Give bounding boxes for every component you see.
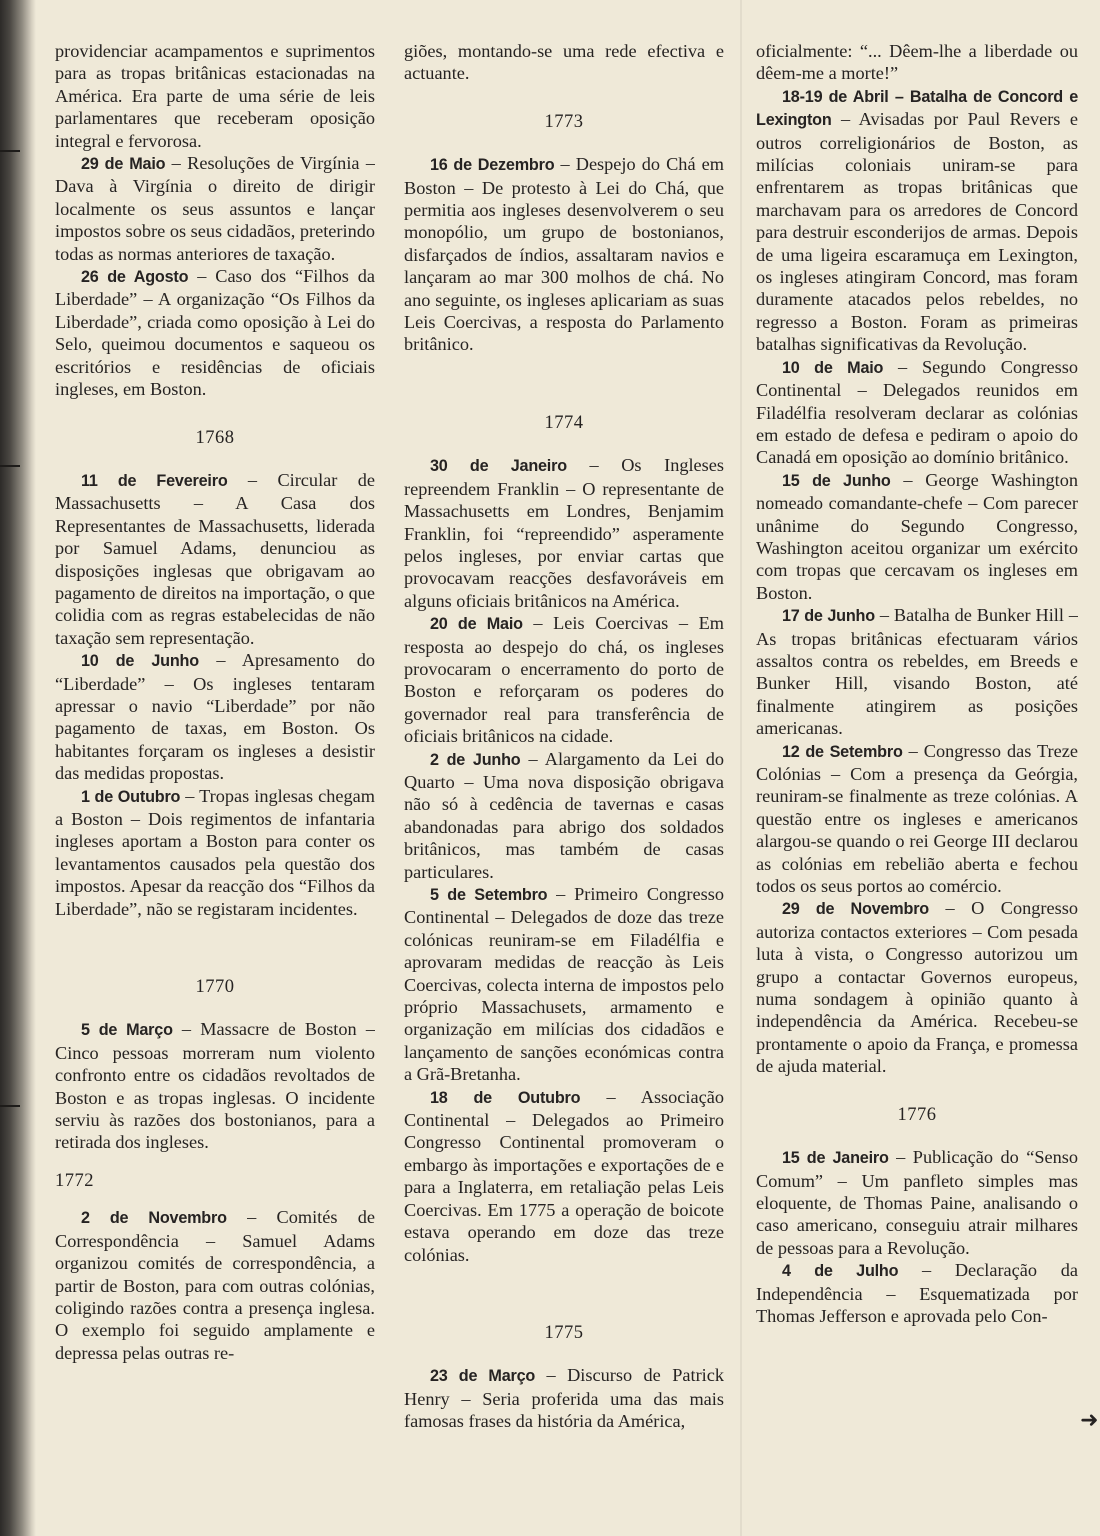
- entry-text: – Despejo do Chá em Boston – De protesto à Lei do Chá, que permitia aos ingleses desenvolverem o seu monopólio, um grupo de bostonianos, disfarçados de índios, assaltaram navios e lançaram ao mar 300 molhos de chá. No ano seguinte, os ingleses aplicariam as suas Leis Coercivas, a resposta do Parlamento britânico.: [404, 154, 724, 355]
- entry-date: 16 de Dezembro: [430, 156, 555, 175]
- year-heading: 1776: [897, 1104, 937, 1125]
- entry-date: 1 de Outubro: [81, 787, 181, 806]
- entry-text: – Primeiro Congresso Continental – Delegados de doze das treze colónicas reuniram-se em Filadélfia e aprovaram medidas de reacção às Leis Coercivas, colecta interna de impostos pelo próprio Massachusets, armamento e organização em milícias dos cidadãos e lançamento de sanções económicas contra a Grã-Bretanha.: [404, 884, 724, 1085]
- entry-date: 2 de Junho: [430, 750, 521, 769]
- entry-date: 5 de Setembro: [430, 886, 548, 904]
- timeline-entry: [404, 1086, 724, 1266]
- entry-text: – Apresamento do “Liberdade” – Os ingleses tentaram apressar o navio “Liberdade” por não pagamento de taxas, em Boston. Os habitantes forçaram os ingleses a desistir das medidas propostas.: [55, 650, 375, 784]
- entry-date: 5 de Março: [81, 1021, 173, 1040]
- entry-date: 18-19 de Abril – Batalha de Concord e Lexington: [756, 87, 1078, 130]
- timeline-entry: [55, 469, 375, 649]
- entry-text: – Resoluções de Virgínia – Dava à Virgínia o direito de dirigir localmente os seus assuntos e lançar impostos sobre os seus cidadãos, preterindo todas as normas anteriores de taxação.: [55, 153, 375, 264]
- timeline-entry: [55, 785, 375, 920]
- timeline-entry: [756, 604, 1078, 739]
- entry-date: 26 de Agosto: [81, 268, 189, 287]
- entry-date: 30 de Janeiro: [430, 457, 567, 476]
- column-1: [55, 40, 375, 1446]
- timeline-entry: [756, 897, 1078, 1077]
- entry-date: 12 de Setembro: [782, 742, 903, 761]
- continue-arrow-icon: ➜: [1080, 1408, 1099, 1433]
- timeline-entry: [756, 469, 1078, 604]
- margin-mark: [0, 150, 20, 152]
- entry-date: 2 de Novembro: [81, 1209, 227, 1228]
- entry-text: – Avisadas por Paul Revers e outros correligionários de Boston, as milícias coloniais uniram-se para enfrentarem as tropas britânicas que marchavam para os arredores de Concord para destruir esconderijos de armas. Depois de uma ligeira escaramuça em Lexington, os ingleses atingiram Concord, mas foram duramente atacados pelos rebeldes, no regresso a Boston. Foram as primeiras batalhas significativas da Revolução.: [756, 109, 1078, 355]
- entry-date: 15 de Junho: [782, 471, 891, 490]
- entry-text: – Congresso das Treze Colónias – Com a presença da Geórgia, reuniram-se finalmente as treze colónias. A questão entre os ingleses e americanos alargou-se quando o rei George III declarou as colónias em rebelião aberta e fechou todos os seus portos ao comércio.: [756, 740, 1078, 897]
- timeline-entry: [756, 1146, 1078, 1259]
- entry-text: – Publicação do “Senso Comum” – Um panfleto simples mas eloquente, de Thomas Paine, analisando o caso americano, conseguiu atrair milhares de pessoas para a Revolução.: [756, 1147, 1078, 1258]
- entry-text: – Tropas inglesas chegam a Boston – Dois regimentos de infantaria ingleses aportam a Boston para conter os levantamentos causados pela questão dos impostos. Apesar da reacção dos “Filhos da Liberdade”, não se registaram incidentes.: [55, 785, 375, 919]
- timeline-entry: [55, 265, 375, 400]
- timeline-entry: [55, 152, 375, 265]
- entry-text: – Associação Continental – Delegados ao Primeiro Congresso Continental promoveram o embargo às importações e exportações de e para a Inglaterra, em retaliação pelas Leis Coercivas. Em 1775 a operação de boicote estava operando em doze das treze colónias.: [404, 1086, 724, 1265]
- column-3: [756, 40, 1078, 1446]
- entry-text: – Segundo Congresso Continental – Delegados reunidos em Filadélfia resolveram declarar as colónias em estado de defesa e pediram o apoio do Canadá em oposição ao domínio britânico.: [756, 356, 1078, 468]
- entry-date: 4 de Julho: [782, 1262, 899, 1281]
- entry-text: – Caso dos “Filhos da Liberdade” – A organização “Os Filhos da Liberdade”, criada como oposição à Lei do Selo, queimou documentos e saqueou os escritórios e residências de oficiais ingleses, em Boston.: [55, 266, 375, 400]
- timeline-entry: [55, 649, 375, 784]
- entry-date: 18 de Outubro: [430, 1088, 581, 1107]
- entry-text: – Alargamento da Lei do Quarto – Uma nova disposição obrigava não só à cedência de tavernas e casas abandonadas para abrigo dos soldados britânicos, mas também de casas particulares.: [404, 748, 724, 882]
- entry-date: 29 de Novembro: [782, 900, 929, 919]
- timeline-entry: [404, 454, 724, 612]
- year-heading: 1768: [195, 427, 235, 448]
- entry-text: – Batalha de Bunker Hill – As tropas britânicas efectuaram vários assaltos contra os rebeldes, em Breeds e Bunker Hill, visando Boston, até finalmente atingirem as posições americanas.: [756, 605, 1078, 739]
- timeline-entry: [55, 1018, 375, 1153]
- timeline-entry: [756, 740, 1078, 898]
- continued-paragraph: oficialmente: “... Dêem-lhe a liberdade ou dêem-me a morte!”: [756, 41, 1078, 84]
- year-heading: 1774: [544, 412, 584, 433]
- entry-date: 20 de Maio: [430, 615, 523, 634]
- timeline-entry: [756, 85, 1078, 356]
- timeline-entry: [756, 356, 1078, 469]
- timeline-entry: [55, 1206, 375, 1364]
- entry-text: – O Congresso autoriza contactos exteriores – Com pesada luta à vista, o Congresso autorizou um grupo a contactar Governos europeus, numa sondagem à opinião quanto à independência da América. Recebeu-se prontamente o apoio da França, e promessa de ajuda material.: [756, 898, 1078, 1077]
- entry-date: 11 de Fevereiro: [81, 471, 228, 490]
- timeline-entry: [404, 153, 724, 356]
- year-heading: 1775: [544, 1322, 584, 1343]
- continued-paragraph: providenciar acampamentos e suprimentos para as tropas britânicas estacionadas na América. Era parte de uma série de leis parlamentares que receberam oposição integral e fervorosa.: [55, 41, 375, 151]
- year-heading: 1770: [195, 977, 235, 998]
- year-heading: 1772: [55, 1170, 94, 1191]
- entry-text: – Declaração da Independência – Esquematizada por Thomas Jefferson e aprovada pelo Con-: [756, 1260, 1078, 1326]
- year-heading: 1773: [544, 111, 584, 132]
- entry-date: 10 de Junho: [81, 652, 199, 671]
- entry-text: – Comités de Correspondência – Samuel Adams organizou comités de correspondência, a partir de Boston, para com outras colónias, coligindo razões contra a presença inglesa. O exemplo foi seguido amplamente e depressa pelas outras re-: [55, 1207, 375, 1363]
- margin-mark: [0, 465, 20, 467]
- timeline-entry: [756, 1259, 1078, 1327]
- entry-date: 10 de Maio: [782, 358, 884, 377]
- entry-text: – Massacre de Boston – Cinco pessoas morreram num violento confronto entre os cidadãos revoltados de Boston e as tropas inglesas. O incidente serviu às razões dos bostonianos, para a retirada dos ingleses.: [55, 1019, 375, 1153]
- timeline-entry: [404, 883, 724, 1086]
- binding-gutter: [0, 0, 36, 1536]
- timeline-entry: [404, 748, 724, 883]
- timeline-entry: [404, 612, 724, 747]
- entry-date: 29 de Maio: [81, 155, 166, 174]
- entry-text: – Os Ingleses repreendem Franklin – O representante de Massachusetts em Londres, Benjamim Franklin, foi “repreendido” asperamente pelos ingleses, por enviar cartas que provocavam reacções desfavoráveis em alguns oficiais britânicos na América.: [404, 455, 724, 611]
- timeline-entry: [404, 1364, 724, 1432]
- continued-paragraph: giões, montando-se uma rede efectiva e actuante.: [404, 41, 724, 84]
- margin-mark: [0, 1105, 20, 1107]
- entry-date: 17 de Junho: [782, 607, 875, 626]
- entry-text: – George Washington nomeado comandante-chefe – Com parecer unânime do Segundo Congresso, Washington aceitou organizar um exército com tropas que cercavam os ingleses em Boston.: [756, 469, 1078, 603]
- entry-text: – Leis Coercivas – Em resposta ao despejo do chá, os ingleses provocaram o encerramento do porto de Boston e reforçaram os poderes do governador real para transferência de oficiais britânicos na cidade.: [404, 613, 724, 747]
- entry-text: – Circular de Massachusetts – A Casa dos Representantes de Massachusetts, liderada por Samuel Adams, denunciou as disposições inglesas que obrigavam ao pagamento de direitos na importação, o que colidia com as regras estabelecidas de não taxação sem representação.: [55, 469, 375, 648]
- entry-date: 23 de Março: [430, 1367, 536, 1386]
- column-rule: [740, 0, 742, 1536]
- entry-date: 15 de Janeiro: [782, 1149, 889, 1168]
- entry-text: – Discurso de Patrick Henry – Seria proferida uma das mais famosas frases da história da América,: [404, 1365, 724, 1432]
- column-2: [404, 40, 724, 1446]
